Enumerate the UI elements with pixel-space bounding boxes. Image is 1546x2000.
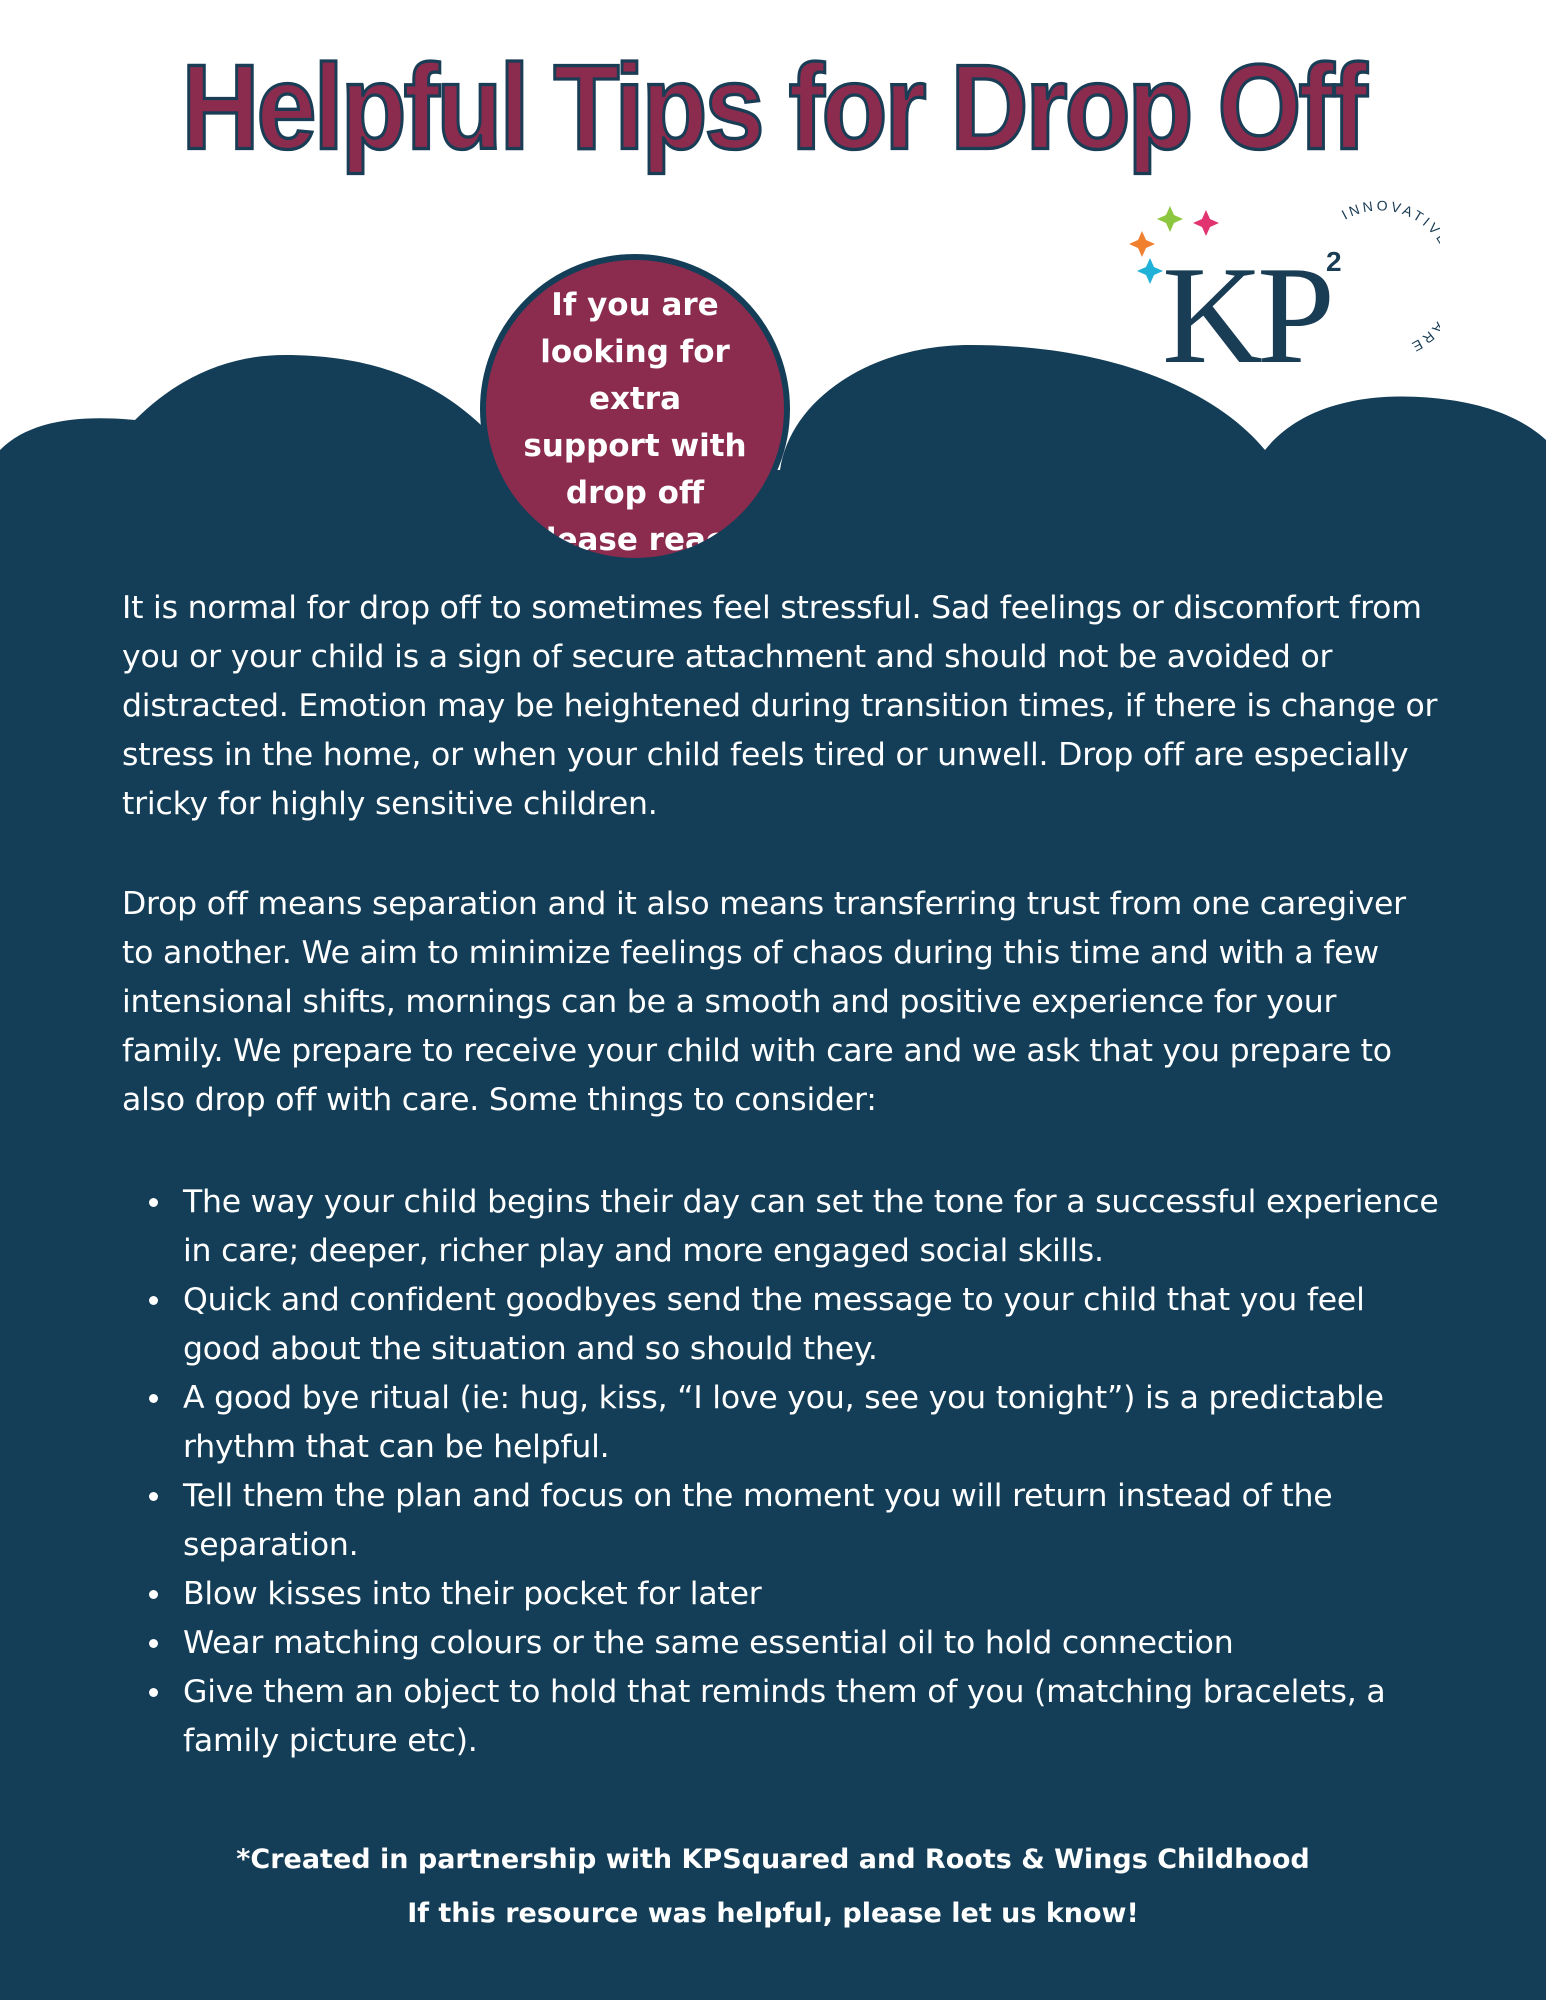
- bullet-icon: [149, 1492, 158, 1501]
- tip-text: Blow kisses into their pocket for later: [183, 1576, 762, 1612]
- bullet-icon: [149, 1296, 158, 1305]
- list-item: [122, 1668, 1442, 1766]
- bullet-icon: [149, 1688, 158, 1697]
- tip-text: Give them an object to hold that reminds them of you (matching bracelets, a family picture etc).: [183, 1674, 1386, 1759]
- tips-list: [122, 1178, 1442, 1766]
- intro-paragraph: It is normal for drop off to sometimes feel stressful. Sad feelings or discomfort from you or your child is a sign of secure attachment and should not be avoided or distracted. Emotion may be heightened during transition times, if there is change or stress in the home, or when your child feels tired or unwell. Drop off are especially tricky for highly sensitive children.: [122, 590, 1438, 822]
- bullet-icon: [149, 1639, 158, 1648]
- feedback-request: If this resource was helpful, please let us know!: [407, 1898, 1139, 1929]
- tip-text: Quick and confident goodbyes send the message to your child that you feel good about the situation and so should they.: [183, 1282, 1365, 1367]
- star-green-icon: [1157, 206, 1183, 232]
- list-item: [122, 1619, 1442, 1668]
- tip-text: Wear matching colours or the same essential oil to hold connection: [183, 1625, 1234, 1661]
- list-item: [122, 1276, 1442, 1374]
- separation-paragraph: Drop off means separation and it also means transferring trust from one caregiver to another. We aim to minimize feelings of chaos during this time and with a few intensional shifts, mornings can be a smooth and positive experience for your family. We prepare to receive your child with care and we ask that you prepare to also drop off with care. Some things to consider:: [122, 886, 1406, 1118]
- bullet-icon: [149, 1198, 158, 1207]
- tip-text: The way your child begins their day can set the tone for a successful experience in care; deeper, richer play and more engaged social skills.: [183, 1184, 1439, 1269]
- page-title: Helpful Tips for Drop Off: [181, 38, 1365, 175]
- support-bubble-text: If you are looking for extra support with drop off please reach: [523, 287, 747, 558]
- star-orange-icon: [1129, 231, 1155, 257]
- partnership-credit: *Created in partnership with KPSquared and Roots & Wings Childhood: [236, 1844, 1310, 1875]
- list-item: [122, 1374, 1442, 1472]
- list-item: [122, 1178, 1442, 1276]
- tip-text: A good bye ritual (ie: hug, kiss, “I love you, see you tonight”) is a predictable rhythm that can be helpful.: [183, 1380, 1384, 1465]
- logo-letters: KP: [1162, 238, 1329, 376]
- star-pink-icon: [1193, 210, 1219, 236]
- list-item: [122, 1570, 1442, 1619]
- bullet-icon: [149, 1590, 158, 1599]
- logo-ring-text: INNOVATI RE: [1338, 197, 1438, 357]
- kp-squared-logo: [1120, 196, 1440, 376]
- logo-superscript: 2: [1326, 246, 1342, 277]
- support-bubble: [480, 254, 790, 564]
- bullet-icon: [149, 1394, 158, 1403]
- tip-text: Tell them the plan and focus on the moment you will return instead of the separation.: [183, 1478, 1333, 1563]
- star-blue-icon: [1137, 258, 1163, 284]
- list-item: [122, 1472, 1442, 1570]
